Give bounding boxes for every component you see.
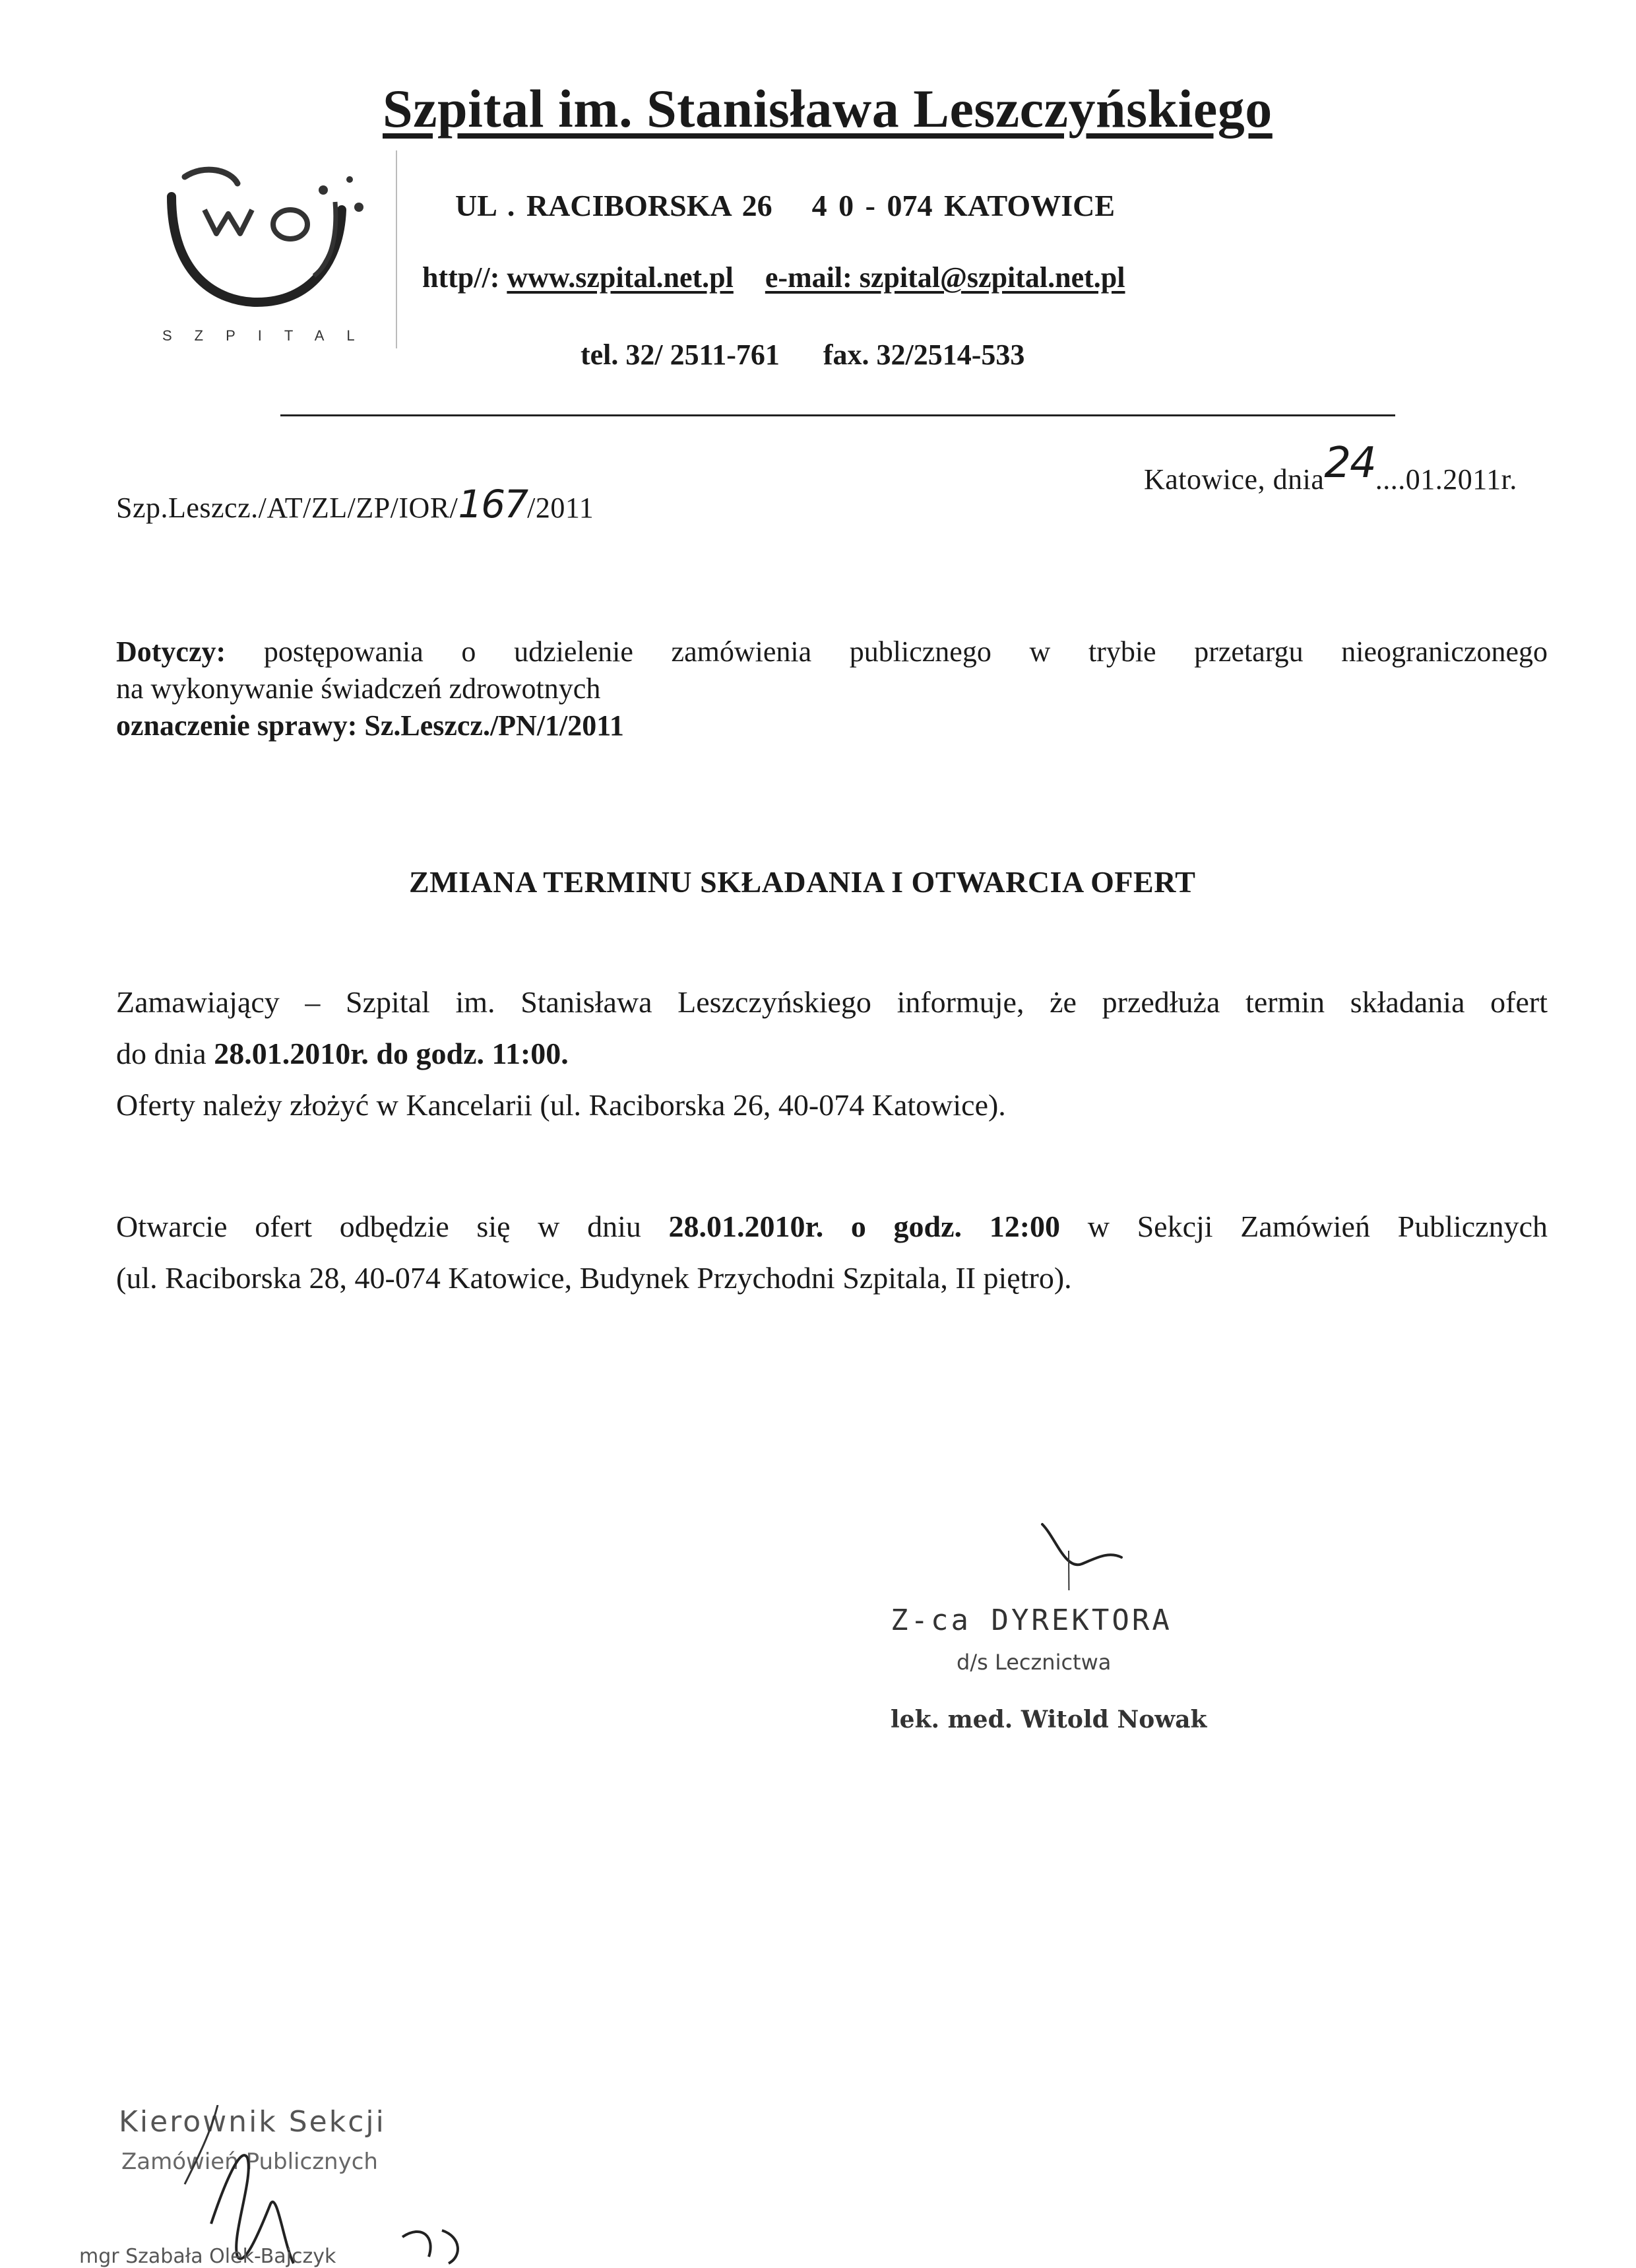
body1-line-2 xyxy=(116,1028,1548,1080)
section-head-stamp xyxy=(79,2105,581,2268)
logo-graphic xyxy=(158,150,396,329)
web-prefix: http//: xyxy=(422,261,507,294)
subject-line-2: na wykonywanie świadczeń zdrowotnych xyxy=(116,672,601,705)
stamp-line-2: d/s Lecznictwa xyxy=(957,1650,1112,1675)
logo-wordmark: SZPITAL xyxy=(162,327,377,344)
deadline-prefix: do dnia xyxy=(116,1037,214,1070)
opening-time: o godz. 12:00 xyxy=(850,1210,1061,1243)
reference-prefix: Szp.Leszcz./AT/ZL/ZP/IOR/ xyxy=(116,492,458,524)
reference-number xyxy=(116,482,594,527)
web-line xyxy=(422,261,1125,294)
hospital-name: Szpital im. Stanisława Leszczyńskiego xyxy=(383,79,1273,139)
reference-suffix: /2011 xyxy=(527,492,594,524)
fax: fax. 32/2514-533 xyxy=(823,339,1025,371)
stamp-line-1: Z-ca DYREKTORA xyxy=(891,1604,1172,1637)
stamp-line-3: lek. med. Witold Nowak xyxy=(891,1706,1207,1733)
subject-line-1 xyxy=(116,633,1548,670)
opening-text: Otwarcie ofert odbędzie się w dniu xyxy=(116,1210,669,1243)
body1-line-3: Oferty należy złożyć w Kancelarii (ul. Raciborska 26, 40-074 Katowice). xyxy=(116,1088,1006,1122)
date-dots: ... xyxy=(1375,463,1399,496)
address-street: UL . RACIBORSKA 26 xyxy=(455,189,772,222)
opening-date: 28.01.2010r. xyxy=(668,1210,824,1243)
address-line xyxy=(455,188,1115,223)
body1-line-1: Zamawiający – Szpital im. Stanisława Leszczyńskiego informuje, że przedłuża termin składania ofert xyxy=(116,985,1548,1019)
section-stamp-line-2: Zamówień Publicznych xyxy=(121,2149,378,2175)
hospital-logo xyxy=(158,150,396,348)
subject-text: postępowania o udzielenie zamówienia publicznego w trybie przetargu nieograniczonego xyxy=(263,635,1548,668)
director-stamp xyxy=(891,1511,1260,1775)
date-prefix: Katowice, dnia xyxy=(1144,463,1325,496)
opening-location: w Sekcji Zamówień Publicznych xyxy=(1060,1210,1548,1243)
document-date xyxy=(1144,439,1517,500)
date-suffix: .01.2011r. xyxy=(1398,463,1517,496)
spacer xyxy=(823,1210,851,1243)
reference-handwritten-number: 167 xyxy=(458,482,528,527)
body2-line-2: (ul. Raciborska 28, 40-074 Katowice, Budynek Przychodni Szpitala, II piętro). xyxy=(116,1261,1072,1295)
header-divider xyxy=(280,414,1395,416)
notice-title: ZMIANA TERMINU SKŁADANIA I OTWARCIA OFERT xyxy=(409,865,1196,899)
subject-label: Dotyczy: xyxy=(116,635,226,668)
section-stamp-line-1: Kierownik Sekcji xyxy=(119,2105,386,2139)
logo-divider xyxy=(396,150,397,348)
body-paragraph-1 xyxy=(116,977,1548,1131)
case-designation: oznaczenie sprawy: Sz.Leszcz./PN/1/2011 xyxy=(116,709,624,742)
email-link[interactable]: e-mail: szpital@szpital.net.pl xyxy=(765,261,1125,294)
telephone: tel. 32/ 2511-761 xyxy=(581,339,780,371)
phone-line xyxy=(581,338,1024,372)
web-link[interactable]: www.szpital.net.pl xyxy=(507,261,734,294)
section-stamp-line-3: mgr Szabała Olek-Bajczyk xyxy=(79,2245,336,2268)
subject-block xyxy=(116,633,1548,744)
body-paragraph-2 xyxy=(116,1201,1548,1304)
signature-mark xyxy=(1029,1511,1161,1590)
submission-deadline: 28.01.2010r. do godz. 11:00. xyxy=(214,1037,569,1070)
date-handwritten-day: 24 xyxy=(1324,439,1375,488)
address-city: 4 0 - 074 KATOWICE xyxy=(811,189,1115,222)
body2-line-1 xyxy=(116,1201,1548,1252)
section-signature-mark xyxy=(119,2105,581,2268)
